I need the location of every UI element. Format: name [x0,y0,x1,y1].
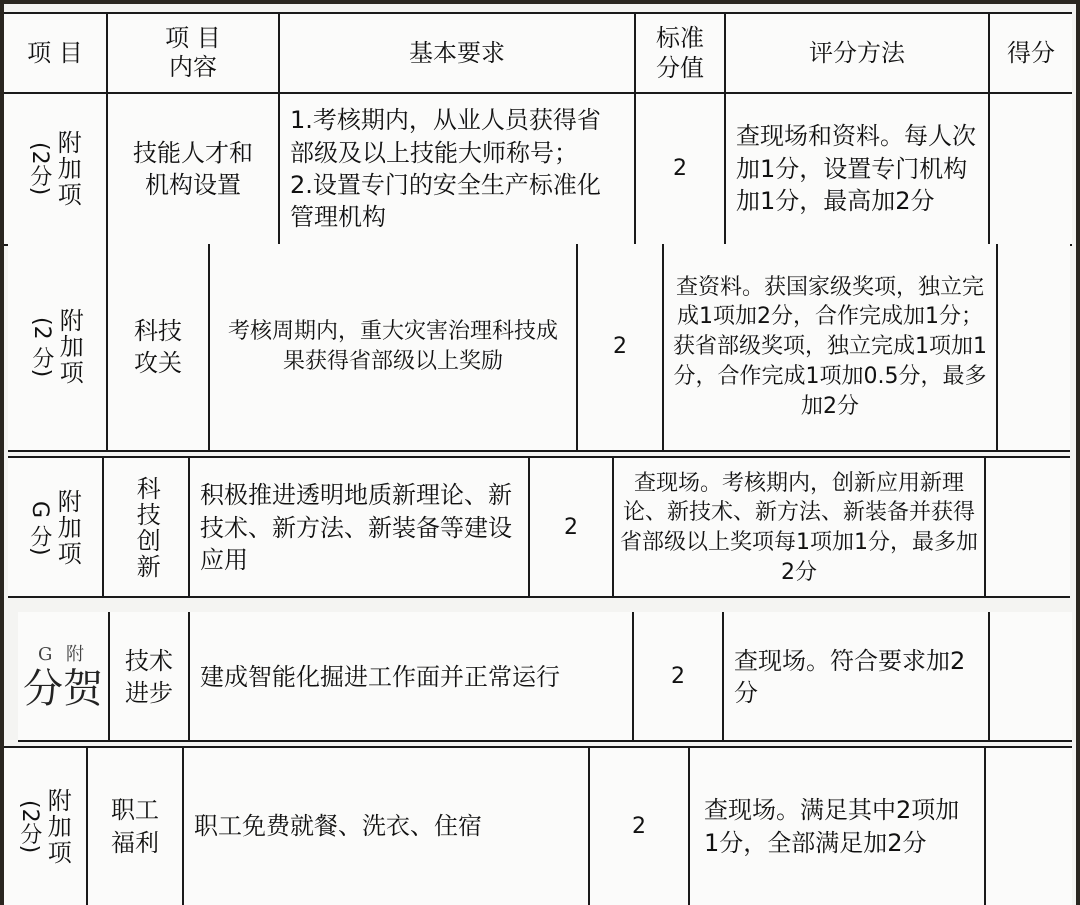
row-bottom-border [8,596,1070,598]
row-method: 查现场和资料。每人次加1分，设置专门机构加1分，最高加2分 [726,94,990,244]
row-content: 科技创新 [104,458,190,598]
row-standard-value: 2 [590,748,690,905]
table-row [8,244,1070,450]
row-standard-value: 2 [530,458,614,598]
header-content: 项 目 内容 [108,14,280,92]
row-score [990,612,1072,742]
row-bottom-border [18,740,1072,742]
table-row [4,94,1072,244]
row-requirement: 考核周期内，重大灾害治理科技成果获得省部级以上奖励 [210,244,578,450]
row-method: 查现场。满足其中2项加1分，全部满足加2分 [690,748,986,905]
row-score [990,94,1072,244]
table-header [4,12,1072,92]
row-content: 技能人才和 机构设置 [108,94,280,244]
row-project: G 分) 附加项 [8,458,104,598]
scoring-table-page [4,4,1076,905]
row-score [986,458,1070,598]
row-project: (2分) 附加项 [4,748,88,905]
row-requirement: 职工免费就餐、洗衣、住宿 [184,748,590,905]
table-row [8,456,1070,598]
row-standard-value: 2 [578,244,664,450]
row-requirement: 1.考核期内，从业人员获得省部级及以上技能大师称号； 2.设置专门的安全生产标准化管理机构 [280,94,636,244]
row-score [998,244,1070,450]
table-row [18,612,1072,742]
row-project: (2 分) 附加项 [8,244,108,450]
header-method: 评分方法 [726,14,990,92]
row-requirement: 建成智能化掘进工作面并正常运行 [190,612,634,742]
row-method: 查现场。符合要求加2分 [724,612,990,742]
table-row [4,746,1072,905]
row-requirement: 积极推进透明地质新理论、新技术、新方法、新装备等建设应用 [190,458,530,598]
row-standard-value: 2 [636,94,726,244]
row-standard-value: 2 [634,612,724,742]
row-content: 科技 攻关 [108,244,210,450]
row-content: 职工 福利 [88,748,184,905]
row-project: G 附 分贺 [18,612,110,742]
header-standard-value: 标准 分值 [636,14,726,92]
header-score: 得分 [1007,38,1055,67]
row-content: 技术 进步 [110,612,190,742]
row-bottom-border [8,450,1070,452]
row-method: 查资料。获国家级奖项，独立完成1项加2分，合作完成加1分；获省部级奖项，独立完成1项加1分，合作完成1项加0.5分，最多加2分 [664,244,998,450]
row-score [986,748,1072,905]
header-requirement: 基本要求 [280,14,636,92]
row-project: (2分) 附加项 [4,94,108,244]
header-project: 项 目 [4,14,108,92]
row-method: 查现场。考核期内，创新应用新理论、新技术、新方法、新装备并获得省部级以上奖项每1项加1分，最多加2分 [614,458,986,598]
